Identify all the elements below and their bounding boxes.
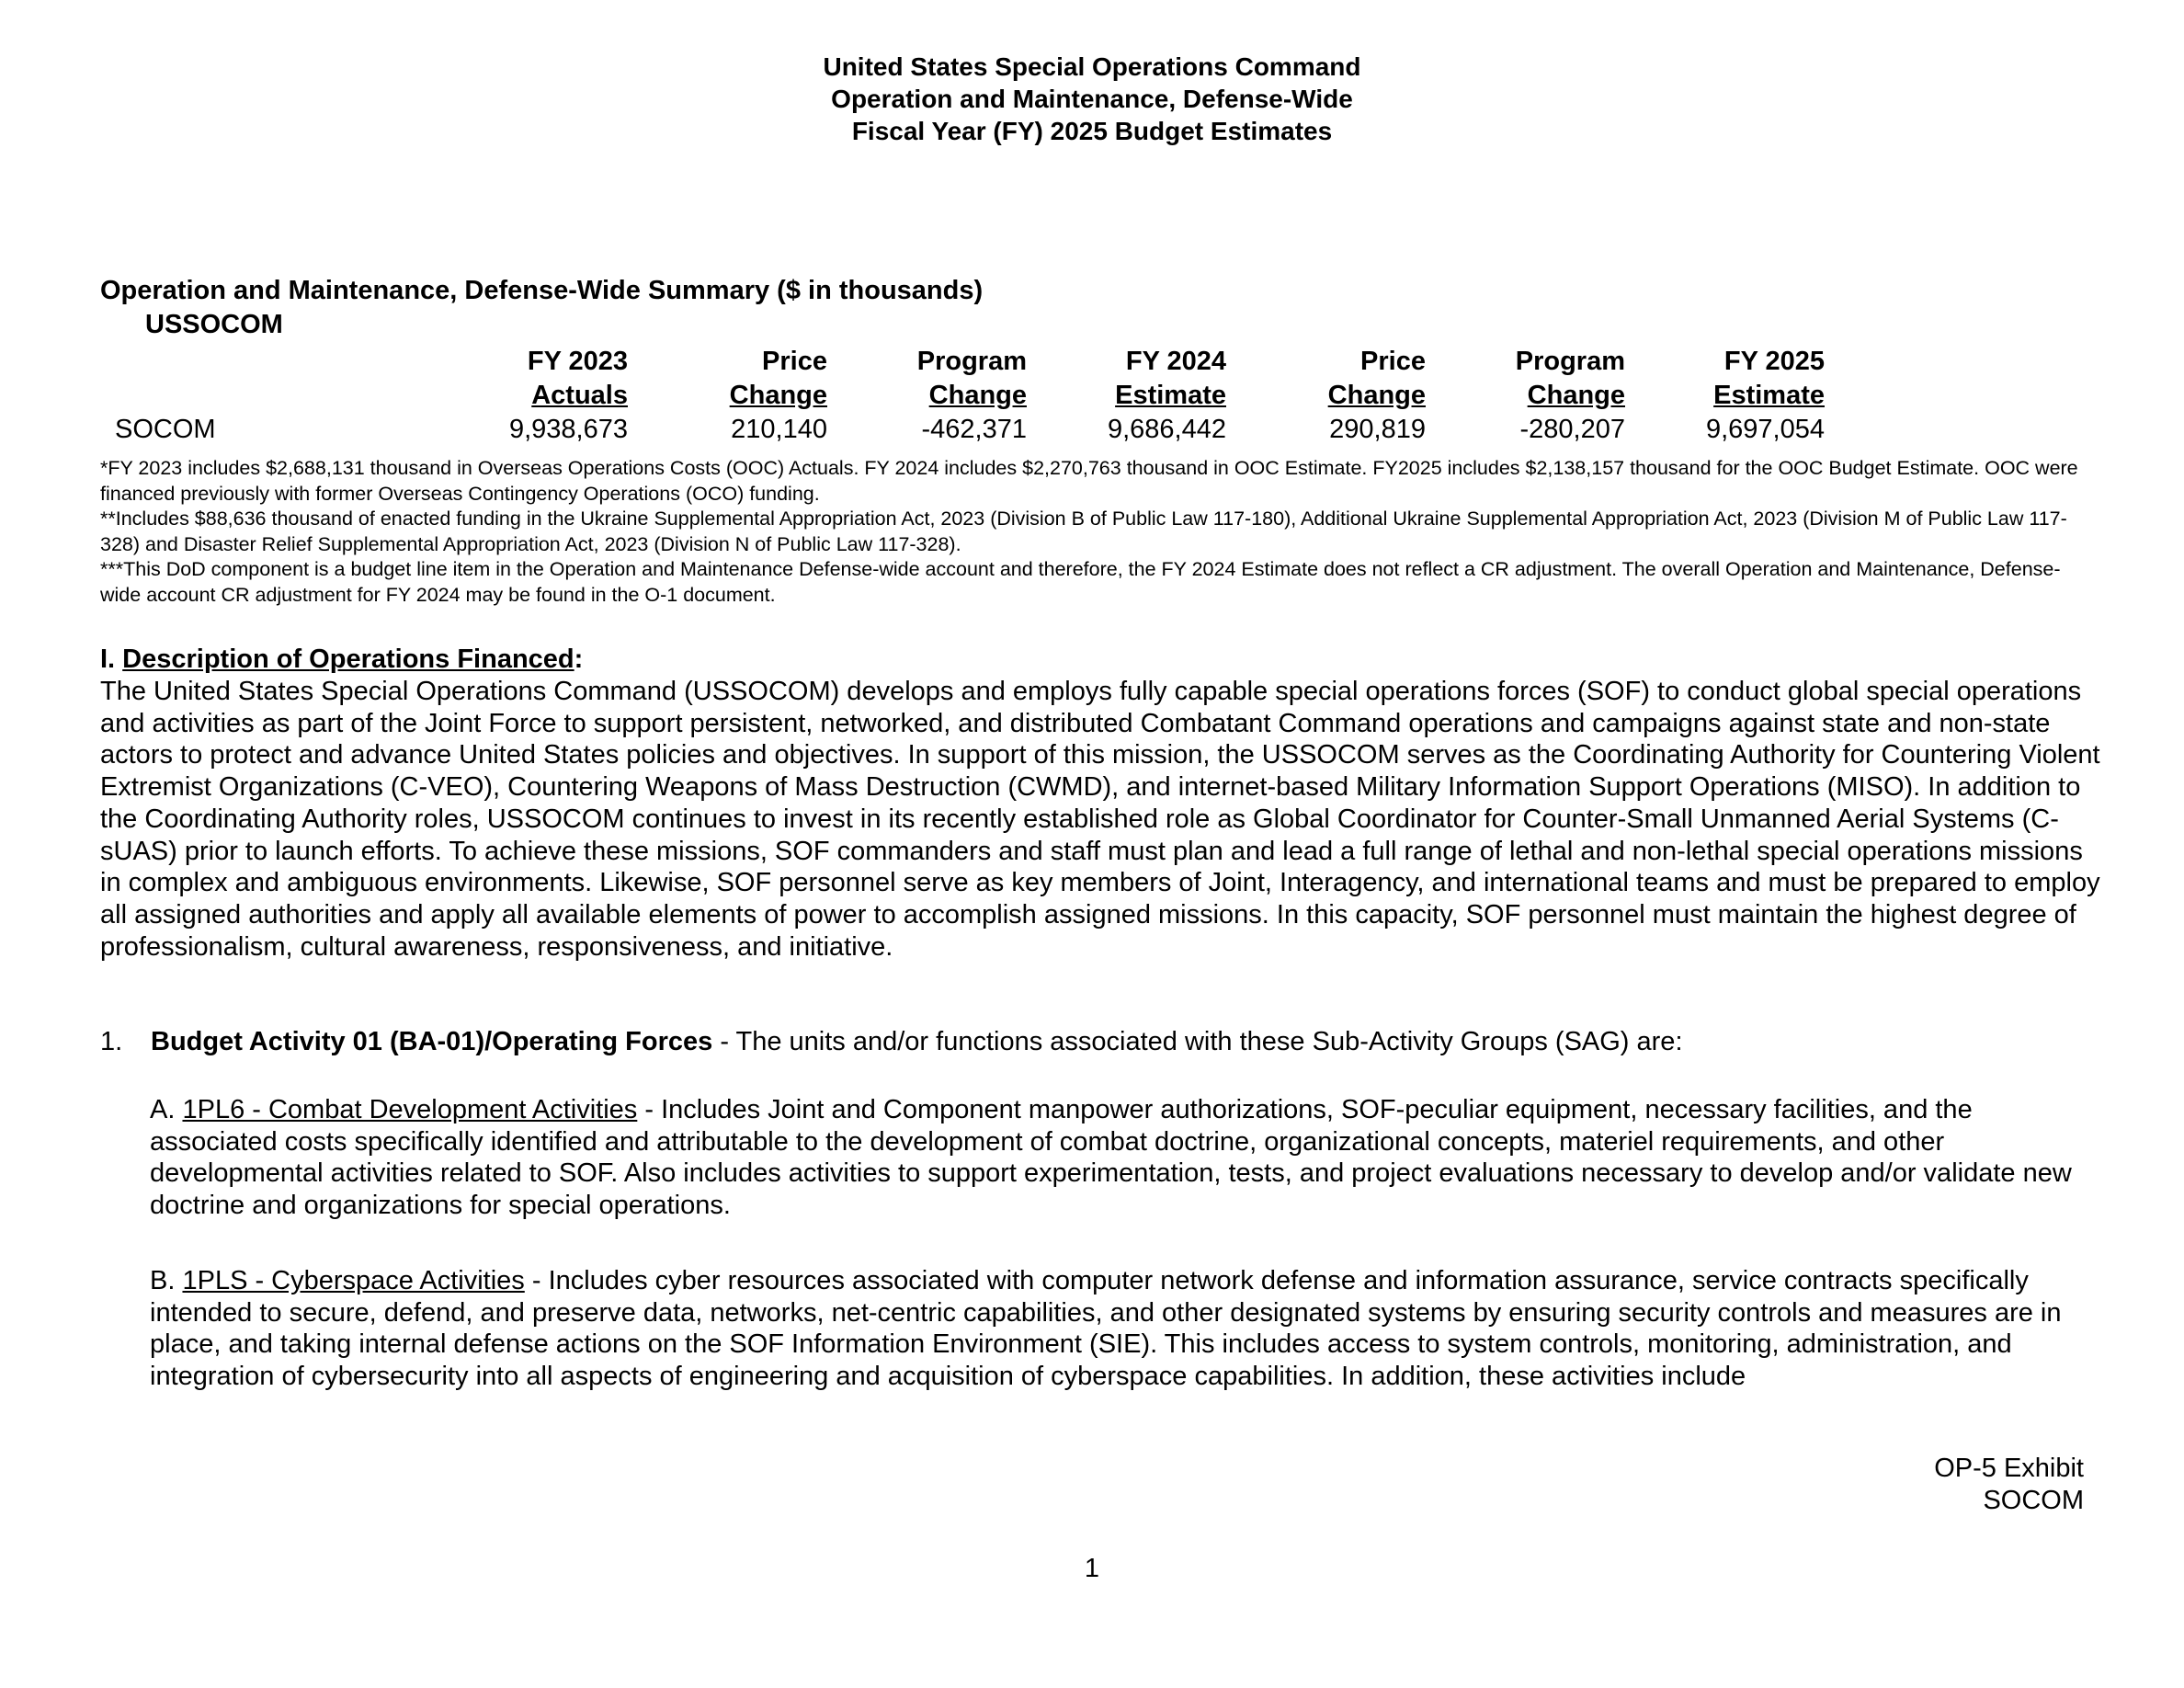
column-program-change-2 <box>1405 345 1625 447</box>
table-cell-value: 9,686,442 <box>1107 415 1226 444</box>
section-heading <box>100 644 583 676</box>
table-cell-value: -280,207 <box>1519 415 1625 444</box>
budget-activity-text: - The units and/or functions associated with these Sub-Activity Groups (SAG) are: <box>712 1027 1683 1056</box>
table-row-label: SOCOM <box>115 415 216 444</box>
column-header-line1: Program <box>916 347 1027 376</box>
column-program-change-1 <box>806 345 1027 447</box>
document-header <box>0 51 2184 147</box>
column-header-line2: Change <box>729 381 827 410</box>
list-number: 1. <box>100 1027 123 1056</box>
section-number: I. <box>100 644 123 674</box>
summary-footnotes <box>100 456 2095 608</box>
list-item <box>150 1094 2089 1222</box>
column-header-line2: Change <box>928 381 1027 410</box>
item-title: 1PLS - Cyberspace Activities <box>182 1266 525 1295</box>
column-fy2023-actuals <box>407 345 628 447</box>
budget-activity-title: Budget Activity 01 (BA-01)/Operating Forces <box>151 1027 713 1056</box>
column-header-line1: Program <box>1515 347 1625 376</box>
section-title: Description of Operations Financed <box>122 644 574 674</box>
column-header-line1: FY 2025 <box>1723 347 1825 376</box>
item-text: - Includes Joint and Component manpower authorizations, SOF-peculiar equipment, necessary facilities, and the associated costs specifically identified and attributable to the development of combat doctrine, organizational concepts, materiel requirements, and other developmental activities related to SOF. Also includes activities to support experimentation, tests, and project evaluations necessary to develop and/or validate new doctrine and organizations for special operations. <box>150 1095 2072 1221</box>
exhibit-footer <box>1934 1453 2084 1517</box>
column-header-line1: Price <box>1360 347 1426 376</box>
header-line-2: Operation and Maintenance, Defense-Wide <box>831 85 1353 113</box>
section-colon: : <box>574 644 584 674</box>
footnote: *FY 2023 includes $2,688,131 thousand in Overseas Operations Costs (OOC) Actuals. FY 2024 includes $2,270,763 thousand in OOC Estimate. FY2025 includes $2,138,157 thousand for the OOC Budget Estimate. OOC were financed previously with former Overseas Contingency Operations (OCO) funding. <box>100 457 2078 505</box>
column-fy2025-estimate <box>1604 345 1825 447</box>
column-price-change-2 <box>1205 345 1426 447</box>
footnote: **Includes $88,636 thousand of enacted funding in the Ukraine Supplemental Appropriation Act, 2023 (Division B of Public Law 117-180), Additional Ukraine Supplemental Appropriation Act, 2023 (Division M of Public Law 117-328) and Disaster Relief Supplemental Appropriation Act, 2023 (Division N of Public Law 117-328). <box>100 508 2067 555</box>
table-cell-value: 290,819 <box>1329 415 1426 444</box>
header-line-1: United States Special Operations Command <box>823 52 1361 81</box>
footnote: ***This DoD component is a budget line item in the Operation and Maintenance Defense-wide account and therefore, the FY 2024 Estimate does not reflect a CR adjustment. The overall Operation and Maintenance, Defense-wide account CR adjustment for FY 2024 may be found in the O-1 document. <box>100 558 2061 606</box>
list-item <box>150 1265 2089 1393</box>
summary-title: Operation and Maintenance, Defense-Wide Summary ($ in thousands) <box>100 276 984 305</box>
exhibit-org: SOCOM <box>1983 1486 2084 1515</box>
column-fy2024-estimate <box>1006 345 1226 447</box>
column-price-change-1 <box>607 345 827 447</box>
column-header-line2: Change <box>1527 381 1625 410</box>
column-header-line2: Estimate <box>1115 381 1226 410</box>
column-header-line2: Actuals <box>531 381 628 410</box>
section-body: The United States Special Operations Command (USSOCOM) develops and employs fully capable special operations forces (SOF) to conduct global special operations and activities as part of the Joint Force to support persistent, networked, and distributed Combatant Command operations and campaigns against state and non-state actors to protect and advance United States policies and objectives. In support of this mission, the USSOCOM serves as the Coordinating Authority for Countering Violent Extremist Organizations (C-VEO), Countering Weapons of Mass Destruction (CWMD), and internet-based Military Information Support Operations (MISO). In addition to the Coordinating Authority roles, USSOCOM continues to invest in its recently established role as Global Coordinator for Counter-Small Unmanned Aerial Systems (C-sUAS) prior to launch efforts. To achieve these missions, SOF commanders and staff must plan and lead a full range of lethal and non-lethal special operations missions in complex and ambiguous environments. Likewise, SOF personnel serve as key members of Joint, Interagency, and international teams and must be prepared to employ all assigned authorities and apply all available elements of power to accomplish assigned missions. In this capacity, SOF personnel must maintain the highest degree of professionalism, cultural awareness, responsiveness, and initiative. <box>100 677 2100 962</box>
exhibit-label: OP-5 Exhibit <box>1934 1454 2084 1483</box>
budget-activity <box>100 1026 2122 1058</box>
table-cell-value: 210,140 <box>731 415 827 444</box>
item-text: - Includes cyber resources associated with computer network defense and information assurance, service contracts specifically intended to secure, defend, and preserve data, networks, net-centric capabilities, and other designated systems by ensuring security controls and measures are in place, and taking internal defense actions on the SOF Information Environment (SIE). This includes access to system controls, monitoring, administration, and integration of cybersecurity into all aspects of engineering and acquisition of cyberspace capabilities. In addition, these activities include <box>150 1266 2062 1392</box>
table-cell-value: 9,697,054 <box>1705 415 1825 444</box>
column-header-line1: Price <box>762 347 827 376</box>
column-header-line1: FY 2024 <box>1125 347 1226 376</box>
page-number: 1 <box>1084 1554 1100 1583</box>
item-letter: A. <box>150 1095 176 1124</box>
column-header-line2: Estimate <box>1713 381 1825 410</box>
column-header-line2: Change <box>1327 381 1426 410</box>
header-line-3: Fiscal Year (FY) 2025 Budget Estimates <box>851 117 1333 145</box>
org-label: USSOCOM <box>145 310 283 339</box>
column-header-line1: FY 2023 <box>527 347 628 376</box>
item-letter: B. <box>150 1266 176 1295</box>
table-cell-value: 9,938,673 <box>508 415 628 444</box>
item-title: 1PL6 - Combat Development Activities <box>182 1095 638 1124</box>
table-cell-value: -462,371 <box>921 415 1027 444</box>
